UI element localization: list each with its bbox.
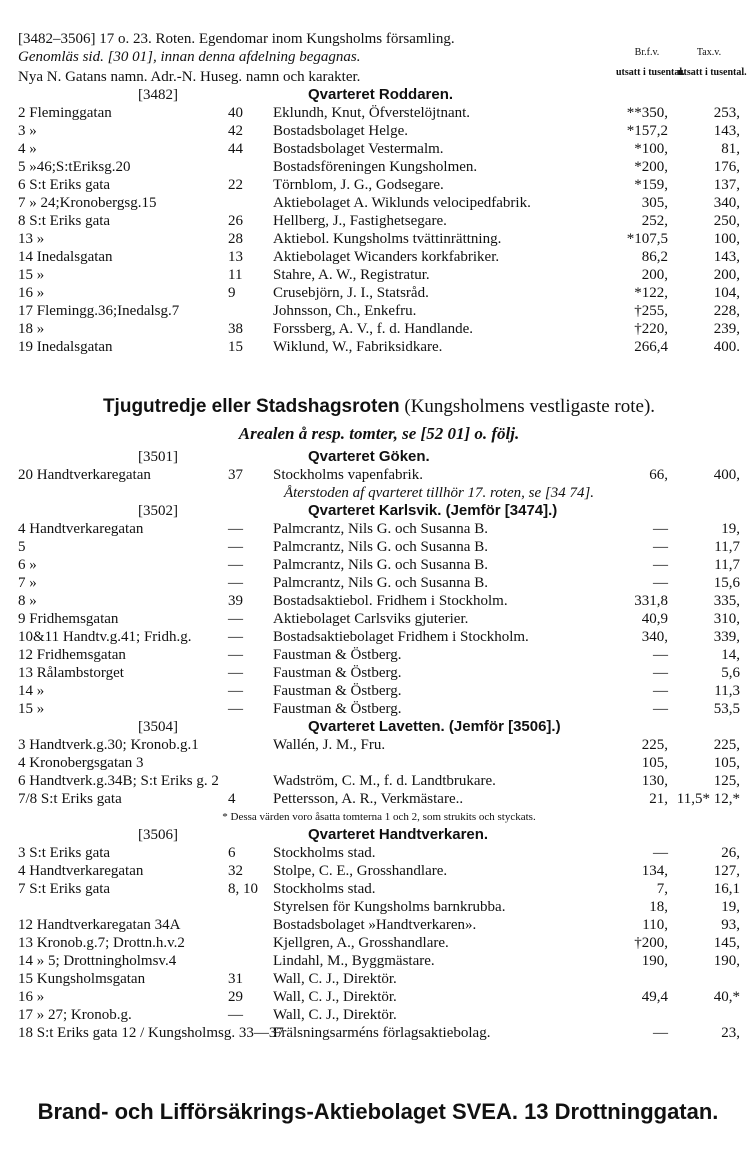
owner-name: Wadström, C. M., f. d. Landtbrukare.	[273, 773, 496, 789]
tax-value: 400,	[713, 467, 740, 483]
table-row	[18, 898, 740, 916]
tax-value: 253,	[713, 105, 740, 121]
tax-value: 335,	[713, 593, 740, 609]
owner-name: Stockholms vapenfabrik.	[273, 467, 423, 483]
tax-value: 11,5* 12,*	[676, 791, 740, 807]
owner-name: Pettersson, A. R., Verkmästare..	[273, 791, 464, 807]
fire-value: †255,	[634, 303, 668, 319]
tax-value: 11,7	[714, 539, 740, 555]
quarter-name: Qvarteret Handtverkaren.	[308, 826, 489, 843]
owner-name: Bostadsbolaget Vestermalm.	[273, 141, 444, 157]
street-address: 13 Kronob.g.7; Drottn.h.v.2	[18, 935, 185, 951]
house-number: 26	[228, 213, 243, 229]
table-row	[18, 952, 740, 970]
fire-value: 49,4	[641, 989, 668, 1005]
fire-value: —	[653, 557, 668, 573]
owner-name: Bostadsföreningen Kungsholmen.	[273, 159, 478, 175]
owner-name: Wall, C. J., Direktör.	[273, 971, 397, 987]
fire-value: —	[653, 1025, 668, 1041]
quarter-name: Qvarteret Lavetten. (Jemför [3506].)	[308, 718, 561, 735]
quarter-code: [3502]	[138, 503, 178, 519]
owner-name: Bostadsaktiebol. Fridhem i Stockholm.	[273, 593, 508, 609]
table-row	[18, 988, 740, 1006]
quarter-heading	[18, 86, 740, 104]
street-address: 7/8 S:t Eriks gata	[18, 791, 122, 807]
section-subtitle: Arealen å resp. tomter, se [52 01] o. följ.	[238, 424, 520, 443]
table-row	[18, 122, 740, 140]
fire-value: 252,	[641, 213, 668, 229]
tax-value: 250,	[713, 213, 740, 229]
quarter-code: [3506]	[138, 827, 178, 843]
house-number: 13	[228, 249, 243, 265]
street-address: 7 » 24;Kronobergsg.15	[18, 195, 157, 211]
street-address: 12 Handtverkaregatan 34A	[18, 917, 181, 933]
street-address: 18 S:t Eriks gata 12 / Kungsholmsg. 33—37	[18, 1025, 284, 1041]
fire-value: 190,	[641, 953, 668, 969]
tax-value: 340,	[713, 195, 740, 211]
table-row	[18, 700, 740, 718]
fire-value: 86,2	[641, 249, 668, 265]
owner-name: Palmcrantz, Nils G. och Susanna B.	[273, 575, 488, 591]
table-row	[18, 466, 740, 484]
owner-name: Faustman & Östberg.	[273, 701, 402, 717]
table-row	[18, 520, 740, 538]
fire-value: 266,4	[634, 339, 668, 355]
fire-value: **350,	[626, 105, 668, 121]
fire-value: 18,	[649, 899, 668, 915]
house-number: 6	[228, 845, 236, 861]
tax-value: 104,	[713, 285, 740, 301]
owner-name: Styrelsen för Kungsholms barnkrubba.	[273, 899, 506, 915]
owner-name: Wallén, J. M., Fru.	[273, 737, 386, 753]
fire-value: *122,	[634, 285, 668, 301]
house-number: 32	[228, 863, 243, 879]
table-row	[18, 538, 740, 556]
fire-value: 331,8	[634, 593, 668, 609]
quarter-name: Qvarteret Roddaren.	[308, 86, 454, 103]
table-row	[18, 556, 740, 574]
tax-value: 14,	[721, 647, 740, 663]
street-address: 16 »	[18, 989, 45, 1005]
house-number: —	[228, 629, 243, 645]
owner-name: Stahre, A. W., Registratur.	[273, 267, 430, 283]
street-address: 2 Fleminggatan	[18, 105, 112, 121]
house-number: —	[228, 1007, 243, 1023]
street-address: 7 S:t Eriks gata	[18, 881, 111, 897]
fire-value: —	[653, 647, 668, 663]
tax-value: 40,*	[713, 989, 740, 1005]
tax-value: 19,	[721, 899, 740, 915]
tax-value: 81,	[721, 141, 740, 157]
street-address: 18 »	[18, 321, 45, 337]
street-address: 4 Kronobergsgatan 3	[18, 755, 144, 771]
fire-value: 305,	[641, 195, 668, 211]
quarter-code: [3501]	[138, 449, 178, 465]
owner-name: Aktiebolaget Carlsviks gjuterier.	[273, 611, 469, 627]
table-row	[18, 754, 740, 772]
owner-name: Eklundh, Knut, Öfverstelöjtnant.	[273, 105, 471, 121]
table-row	[18, 284, 740, 302]
block-list-2	[18, 448, 740, 1042]
owner-name: Stockholms stad.	[273, 845, 376, 861]
house-number: 29	[228, 989, 243, 1005]
house-number: 8, 10	[228, 881, 258, 897]
quarter-heading	[18, 502, 740, 520]
tax-value: 228,	[713, 303, 740, 319]
fire-value: —	[653, 701, 668, 717]
street-address: 15 »	[18, 701, 45, 717]
street-address: 3 »	[18, 123, 37, 139]
table-row	[18, 628, 740, 646]
street-address: 5 »46;S:tEriksg.20	[18, 159, 131, 175]
house-number: —	[228, 611, 243, 627]
quarter-heading	[18, 718, 740, 736]
table-row	[18, 176, 740, 194]
fire-value: 110,	[642, 917, 668, 933]
table-row	[18, 248, 740, 266]
table-row	[18, 1024, 740, 1042]
table-row	[18, 916, 740, 934]
fire-value: —	[653, 521, 668, 537]
quarter-name: Qvarteret Göken.	[308, 448, 430, 465]
owner-name: Wall, C. J., Direktör.	[273, 1007, 397, 1023]
fire-value: *200,	[634, 159, 668, 175]
street-address: 3 S:t Eriks gata	[18, 845, 111, 861]
street-address: 14 » 5; Drottningholmsv.4	[18, 953, 177, 969]
table-row	[18, 736, 740, 754]
street-address: 16 »	[18, 285, 45, 301]
street-address: 15 Kungsholmsgatan	[18, 971, 146, 987]
owner-name: Crusebjörn, J. I., Statsråd.	[273, 285, 429, 301]
table-row	[18, 158, 740, 176]
tax-value: 11,7	[714, 557, 740, 573]
owner-name: Stockholms stad.	[273, 881, 376, 897]
house-number: 31	[228, 971, 243, 987]
tax-value: 137,	[713, 177, 740, 193]
street-address: 4 Handtverkaregatan	[18, 521, 144, 537]
fire-value: *100,	[634, 141, 668, 157]
fire-value: —	[653, 845, 668, 861]
street-address: 7 »	[18, 575, 37, 591]
page-header: [3482–3506] 17 o. 23. Roten. Egendomar inom Kungsholms församling.	[18, 31, 455, 47]
tax-value: 93,	[721, 917, 740, 933]
street-address: 8 »	[18, 593, 37, 609]
document-page	[18, 30, 747, 1042]
street-address: 10&11 Handtv.g.41; Fridh.g.	[18, 629, 192, 645]
fire-value: —	[653, 665, 668, 681]
col1-head: Br.f.v.	[634, 47, 660, 58]
tax-value: 11,3	[714, 683, 740, 699]
table-row	[18, 664, 740, 682]
street-address: 6 »	[18, 557, 37, 573]
street-address: 20 Handtverkaregatan	[18, 467, 151, 483]
fire-value: 130,	[641, 773, 668, 789]
house-number: —	[228, 521, 243, 537]
block-note: Återstoden af qvarteret tillhör 17. roten, se [34 74].	[283, 485, 595, 501]
col1-sub: utsatt i tusental.	[616, 67, 685, 78]
col2-head: Tax.v.	[696, 47, 722, 58]
quarter-heading	[18, 826, 740, 844]
owner-name: Palmcrantz, Nils G. och Susanna B.	[273, 557, 488, 573]
fire-value: 105,	[641, 755, 668, 771]
table-row	[18, 844, 740, 862]
table-row	[18, 934, 740, 952]
house-number: 9	[228, 285, 236, 301]
block-list-1	[18, 86, 740, 356]
house-number: —	[228, 575, 243, 591]
table-row	[18, 682, 740, 700]
footer-advert: Brand- och Lifförsäkrings-Aktiebolaget SVEA. 13 Drottninggatan.	[37, 1099, 719, 1124]
quarter-code: [3504]	[138, 719, 178, 735]
owner-name: Lindahl, M., Byggmästare.	[273, 953, 435, 969]
tax-value: 16,1	[713, 881, 740, 897]
tax-value: 19,	[721, 521, 740, 537]
owner-name: Hellberg, J., Fastighetsegare.	[273, 213, 447, 229]
owner-name: Palmcrantz, Nils G. och Susanna B.	[273, 521, 488, 537]
owner-name: Aktiebol. Kungsholms tvättinrättning.	[273, 231, 502, 247]
street-address: 15 »	[18, 267, 45, 283]
street-address: 8 S:t Eriks gata	[18, 213, 111, 229]
table-row	[18, 212, 740, 230]
owner-name: Faustman & Östberg.	[273, 665, 402, 681]
house-number: 38	[228, 321, 243, 337]
owner-name: Aktiebolaget Wicanders korkfabriker.	[273, 249, 500, 265]
house-number: 37	[228, 467, 243, 483]
owner-name: Forssberg, A. V., f. d. Handlande.	[273, 321, 473, 337]
fire-value: 225,	[641, 737, 668, 753]
quarter-heading	[18, 448, 740, 466]
table-row	[18, 266, 740, 284]
owner-name: Stolpe, C. E., Grosshandlare.	[273, 863, 448, 879]
fire-value: *157,2	[626, 123, 668, 139]
fire-value: 66,	[649, 467, 668, 483]
section-title-main: Tjugutredje eller Stadshagsroten	[102, 396, 400, 417]
col2-sub: utsatt i tusental.	[678, 67, 747, 78]
street-address: 17 » 27; Kronob.g.	[18, 1007, 132, 1023]
header-note: Genomläs sid. [30 01], innan denna afdelning begagnas.	[18, 49, 361, 65]
owner-name: Bostadsaktiebolaget Fridhem i Stockholm.	[273, 629, 529, 645]
table-row	[18, 140, 740, 158]
house-number: 42	[228, 123, 243, 139]
quarter-name: Qvarteret Karlsvik. (Jemför [3474].)	[308, 502, 558, 519]
table-row	[18, 592, 740, 610]
tax-value: 127,	[713, 863, 740, 879]
house-number: —	[228, 701, 243, 717]
tax-value: 26,	[721, 845, 740, 861]
tax-value: 239,	[713, 321, 740, 337]
table-row	[18, 772, 740, 790]
quarter-code: [3482]	[138, 87, 178, 103]
header-line2	[18, 48, 740, 68]
table-row	[18, 230, 740, 248]
street-address: 14 Inedalsgatan	[18, 249, 113, 265]
house-number: —	[228, 647, 243, 663]
tax-value: 190,	[713, 953, 740, 969]
house-number: —	[228, 557, 243, 573]
tax-value: 5,6	[721, 665, 740, 681]
street-address: 13 »	[18, 231, 45, 247]
owner-name: Aktiebolaget A. Wiklunds velocipedfabrik.	[273, 195, 531, 211]
house-number: 4	[228, 791, 236, 807]
table-row	[18, 862, 740, 880]
table-row	[18, 320, 740, 338]
fire-value: 340,	[641, 629, 668, 645]
street-address: 4 »	[18, 141, 37, 157]
table-row	[18, 880, 740, 898]
house-number: —	[228, 683, 243, 699]
table-row	[18, 194, 740, 212]
fire-value: —	[653, 539, 668, 555]
tax-value: 143,	[713, 249, 740, 265]
street-address: 6 Handtverk.g.34B; S:t Eriks g. 2	[18, 773, 219, 789]
fire-value: 7,	[656, 881, 668, 897]
fire-value: 200,	[641, 267, 668, 283]
street-address: 19 Inedalsgatan	[18, 339, 113, 355]
house-number: —	[228, 665, 243, 681]
street-address: 3 Handtverk.g.30; Kronob.g.1	[18, 737, 199, 753]
house-number: 40	[228, 105, 243, 121]
section-title-paren: (Kungsholmens vestligaste rote).	[404, 396, 656, 417]
tax-value: 400.	[713, 339, 740, 355]
column-subheads	[616, 67, 747, 78]
owner-name: Johnsson, Ch., Enkefru.	[273, 303, 417, 319]
fire-value: 40,9	[641, 611, 668, 627]
table-row	[18, 302, 740, 320]
tax-value: 105,	[713, 755, 740, 771]
tax-value: 125,	[713, 773, 740, 789]
house-number: 11	[228, 267, 243, 283]
table-row	[18, 574, 740, 592]
fire-value: †220,	[634, 321, 668, 337]
street-address: 5	[18, 539, 26, 555]
owner-name: Faustman & Östberg.	[273, 683, 402, 699]
tax-value: 23,	[721, 1025, 740, 1041]
tax-value: 143,	[713, 123, 740, 139]
street-address: 6 S:t Eriks gata	[18, 177, 111, 193]
owner-name: Wall, C. J., Direktör.	[273, 989, 397, 1005]
column-labels: Nya N. Gatans namn. Adr.-N. Huseg. namn och karakter.	[18, 69, 361, 85]
fire-value: —	[653, 683, 668, 699]
block-note: * Dessa värden voro åsatta tomterna 1 och 2, som strukits och styckats.	[222, 811, 536, 823]
street-address: 12 Fridhemsgatan	[18, 647, 126, 663]
header-line3	[18, 67, 747, 86]
owner-name: Törnblom, J. G., Godsegare.	[273, 177, 444, 193]
section-title	[18, 396, 740, 418]
house-number: 44	[228, 141, 243, 157]
house-number: 22	[228, 177, 243, 193]
table-row	[18, 790, 740, 808]
owner-name: Bostadsbolaget »Handtverkaren».	[273, 917, 477, 933]
street-address: 4 Handtverkaregatan	[18, 863, 144, 879]
street-address: 13 Rålambstorget	[18, 665, 124, 681]
table-row	[18, 646, 740, 664]
table-row	[18, 1006, 740, 1024]
house-number: 39	[228, 593, 243, 609]
owner-name: Faustman & Östberg.	[273, 647, 402, 663]
tax-value: 225,	[713, 737, 740, 753]
table-row	[18, 610, 740, 628]
owner-name: Wiklund, W., Fabriksidkare.	[273, 339, 443, 355]
column-heads	[616, 48, 740, 58]
fire-value: 134,	[641, 863, 668, 879]
street-address: 14 »	[18, 683, 45, 699]
fire-value: 21,	[649, 791, 668, 807]
house-number: 15	[228, 339, 243, 355]
tax-value: 145,	[713, 935, 740, 951]
owner-name: Frälsningsarméns förlagsaktiebolag.	[273, 1025, 491, 1041]
tax-value: 176,	[713, 159, 740, 175]
fire-value: *159,	[634, 177, 668, 193]
table-row	[18, 104, 740, 122]
tax-value: 100,	[713, 231, 740, 247]
street-address: 17 Flemingg.36;Inedalsg.7	[18, 303, 180, 319]
tax-value: 310,	[713, 611, 740, 627]
street-address: 9 Fridhemsgatan	[18, 611, 119, 627]
fire-value: †200,	[634, 935, 668, 951]
tax-value: 15,6	[713, 575, 740, 591]
house-number: 28	[228, 231, 243, 247]
owner-name: Palmcrantz, Nils G. och Susanna B.	[273, 539, 488, 555]
owner-name: Bostadsbolaget Helge.	[273, 123, 408, 139]
tax-value: 339,	[713, 629, 740, 645]
owner-name: Kjellgren, A., Grosshandlare.	[273, 935, 449, 951]
table-row	[18, 970, 740, 988]
fire-value: *107,5	[626, 231, 668, 247]
tax-value: 53,5	[713, 701, 740, 717]
table-row	[18, 338, 740, 356]
fire-value: —	[653, 575, 668, 591]
tax-value: 200,	[713, 267, 740, 283]
house-number: —	[228, 539, 243, 555]
